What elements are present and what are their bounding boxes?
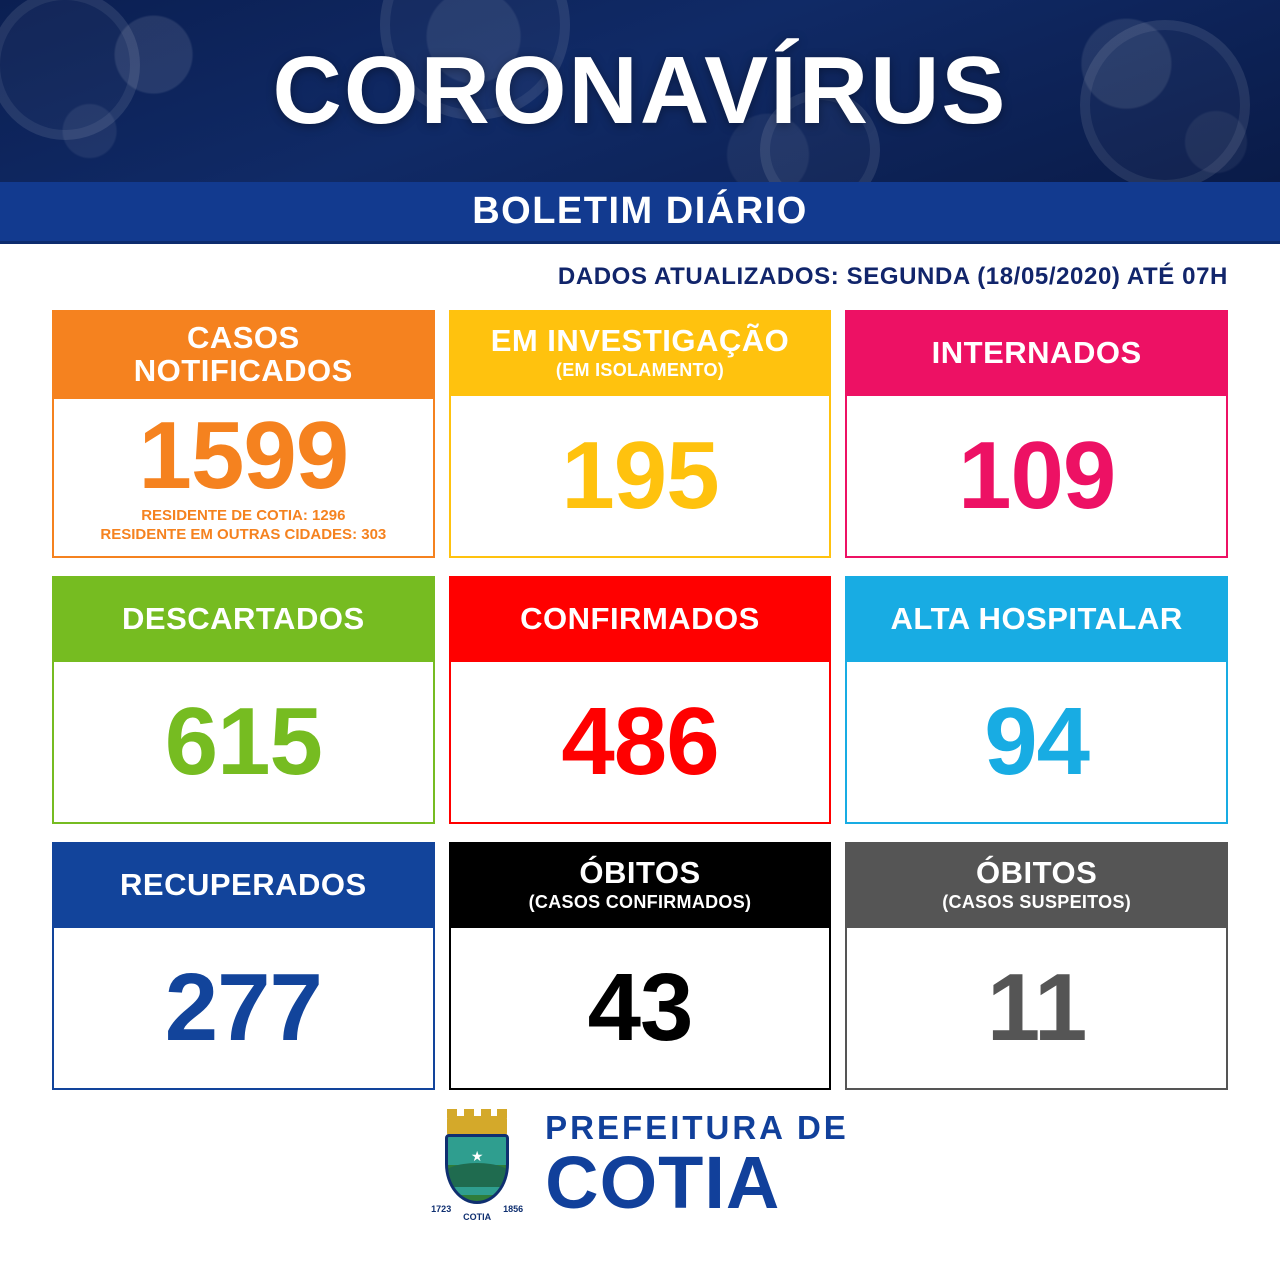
stat-card-title: EM INVESTIGAÇÃO	[490, 322, 790, 358]
stat-card-body	[451, 396, 830, 556]
stat-card-title: CASOS	[186, 320, 300, 355]
stat-card-header	[847, 312, 1226, 396]
stat-card	[845, 576, 1228, 824]
stat-card-value: 94	[984, 688, 1090, 796]
stat-card-value: 11	[986, 954, 1087, 1062]
stat-card-header	[451, 844, 830, 928]
stat-card-header	[451, 312, 830, 396]
stat-card-value: 277	[164, 954, 322, 1062]
stat-card-title: RECUPERADOS	[120, 866, 367, 902]
stat-card-subtitle: (CASOS CONFIRMADOS)	[528, 892, 752, 913]
crest-year-left: 1723	[431, 1204, 452, 1214]
stat-card	[449, 842, 832, 1090]
stat-card-body	[847, 396, 1226, 556]
crest-year-right: 1856	[503, 1204, 524, 1214]
stat-card-body	[451, 662, 830, 822]
updated-row	[0, 244, 1280, 310]
stat-card-value: 43	[587, 954, 693, 1062]
crest-city-label: COTIA	[463, 1212, 492, 1222]
stat-card-body	[847, 662, 1226, 822]
stat-card-value: 615	[164, 688, 322, 796]
stat-card-header	[54, 844, 433, 928]
stat-card-header	[847, 844, 1226, 928]
shield-river	[452, 1187, 504, 1195]
stat-card-body	[54, 399, 433, 556]
page-title: CORONAVÍRUS	[272, 37, 1008, 144]
updated-timestamp: DADOS ATUALIZADOS: SEGUNDA (18/05/2020) ATÉ 07H	[557, 263, 1228, 290]
stat-card-note-line: RESIDENTE DE COTIA: 1296	[141, 507, 346, 525]
stat-card-header	[847, 578, 1226, 662]
stat-card-title: ÓBITOS	[976, 854, 1098, 890]
stat-card-title: ALTA HOSPITALAR	[890, 600, 1183, 636]
stat-card	[449, 310, 832, 558]
stat-card-note-line: RESIDENTE EM OUTRAS CIDADES: 303	[100, 526, 387, 544]
page-subtitle: BOLETIM DIÁRIO	[472, 190, 808, 232]
stats-grid	[0, 310, 1280, 1090]
shield-hill	[445, 1163, 509, 1189]
star-icon: ★	[470, 1147, 484, 1164]
stat-card-body	[54, 928, 433, 1088]
stat-card-title-line2: NOTIFICADOS	[133, 352, 353, 388]
stat-card	[449, 576, 832, 824]
brand-line-1: PREFEITURA DE	[545, 1108, 849, 1146]
stat-card-header	[54, 578, 433, 662]
stat-card	[52, 576, 435, 824]
footer	[0, 1090, 1280, 1240]
stat-card	[845, 842, 1228, 1090]
stat-card-body	[54, 662, 433, 822]
stat-card-value: 1599	[138, 402, 349, 510]
stat-card-subtitle: (EM ISOLAMENTO)	[555, 360, 725, 381]
stat-card-title: DESCARTADOS	[122, 600, 365, 636]
stat-card	[52, 310, 435, 558]
subtitle-bar	[0, 182, 1280, 244]
cotia-crest-icon	[431, 1110, 523, 1220]
stat-card-value: 109	[958, 422, 1116, 530]
stat-card-header	[54, 312, 433, 399]
brand-line-2: COTIA	[545, 1140, 781, 1224]
stat-card-subtitle: (CASOS SUSPEITOS)	[942, 892, 1132, 913]
stat-card-body	[451, 928, 830, 1088]
shield-icon	[445, 1134, 509, 1204]
hero-banner	[0, 0, 1280, 182]
brand-lockup	[545, 1108, 849, 1224]
crown-icon	[447, 1116, 507, 1136]
stat-card	[52, 842, 435, 1090]
stat-card-title: ÓBITOS	[579, 854, 701, 890]
stat-card-value: 195	[561, 422, 719, 530]
stat-card-header	[451, 578, 830, 662]
stat-card-value: 486	[561, 688, 719, 796]
stat-card-title: CONFIRMADOS	[520, 600, 760, 636]
stat-card-body	[847, 928, 1226, 1088]
stat-card	[845, 310, 1228, 558]
stat-card-notes	[100, 507, 386, 545]
stat-card-title: INTERNADOS	[931, 334, 1142, 370]
